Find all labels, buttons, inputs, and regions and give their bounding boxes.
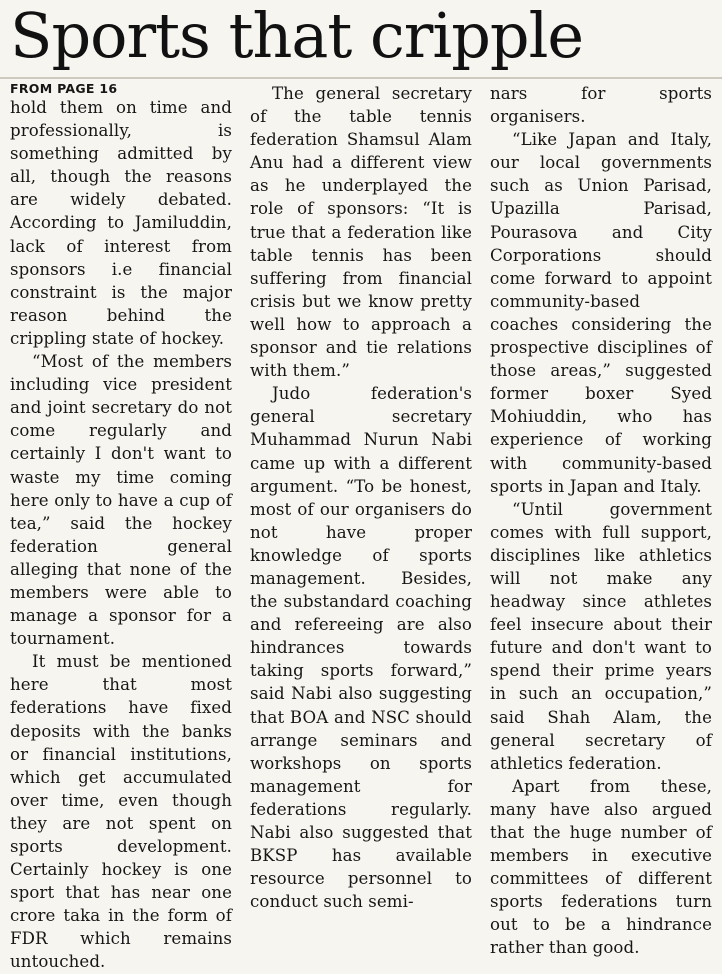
- paragraph: “Most of the members including vice president and joint secretary do not come regularly and certainly I don't want to waste my time coming here only to have a cup of tea,” said the hockey federation general alleging that none of the members were able to manage a sponsor for a tournament.: [10, 352, 232, 649]
- paragraph: nars for sports organisers.: [490, 84, 712, 127]
- paragraph: It must be mentioned here that most federations have fixed deposits with the banks or financial institutions, which get accumulated over time, even though they are not spent on sports development. Certainly hockey is one sport that has near one crore taka in the form of FDR which remains untouched.: [10, 652, 232, 972]
- paragraph: “Until government comes with full support, disciplines like athletics will not make any headway since athletes feel insecure about their future and don't want to spend their prime years in such an occupation,” said Shah Alam, the general secretary of athletics federation.: [490, 499, 712, 773]
- headline-divider: [0, 77, 722, 79]
- paragraph: The general secretary of the table tennis federation Shamsul Alam Anu had a different view as he underplayed the role of sponsors: “It is true that a federation like table tennis has been suffering from financial crisis but we know pretty well how to approach a sponsor and tie relations with them.”: [250, 84, 472, 381]
- article-column-1: [10, 82, 232, 974]
- article-column-3: [490, 82, 712, 960]
- paragraph: Apart from these, many have also argued that the huge number of members in executive committees of different sports federations turn out to be a hindrance rather than good.: [490, 776, 712, 958]
- paragraph: Judo federation's general secretary Muhammad Nurun Nabi came up with a different argument. “To be honest, most of our organisers do not have proper knowledge of sports management. Besides, the substandard coaching and refereeing are also hindrances towards taking sports forward,” said Nabi also suggesting that BOA and NSC should arrange seminars and workshops on sports management for federations regularly. Nabi also suggested that BKSP has available resource personnel to conduct such semi-: [250, 384, 472, 912]
- headline: Sports that cripple: [10, 0, 584, 72]
- paragraph: “Like Japan and Italy, our local governments such as Union Parisad, Upazilla Parisad, Pourasova and City Corporations should come forward to appoint community-based coaches considering the prospective disciplines of those areas,” suggested former boxer Syed Mohiuddin, who has experience of working with community-based sports in Japan and Italy.: [490, 130, 712, 496]
- continued-from-kicker: FROM PAGE 16: [10, 81, 118, 96]
- paragraph: hold them on time and professionally, is something admitted by all, though the reasons are widely debated. According to Jamiluddin, lack of interest from sponsors i.e financial constraint is the major reason behind the crippling state of hockey.: [10, 98, 232, 348]
- article-column-2: [250, 82, 472, 913]
